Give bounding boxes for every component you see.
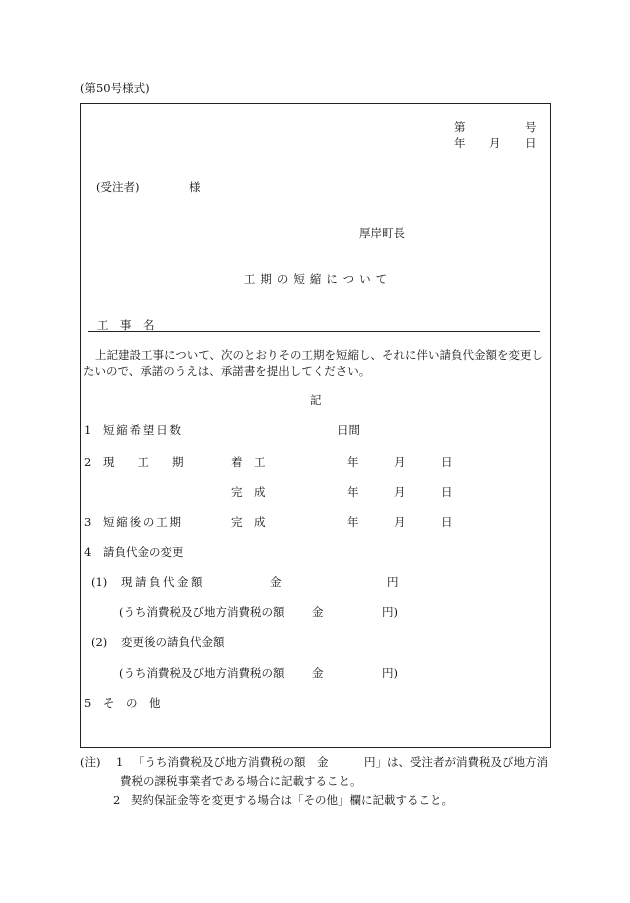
note-1-quote-end: 円」は、受注者が消費税及び地方消 — [364, 755, 548, 769]
subitem-2-tax-label: (うち消費税及び地方消費税の額 — [119, 666, 285, 680]
item-1-number: 1 — [84, 423, 92, 437]
subitem-1-unit: 円 — [387, 575, 399, 589]
note-1-line-2: 費税の課税事業者である場合に記載すること。 — [120, 774, 362, 788]
item-3-label: 短縮後の工期 — [103, 515, 183, 529]
ki-heading: 記 — [310, 393, 322, 407]
item-2-start-day: 日 — [441, 455, 453, 469]
document-number-prefix: 第 — [454, 120, 466, 134]
item-3-end-month: 月 — [394, 515, 406, 529]
item-4-number: 4 — [84, 545, 92, 559]
project-name-underline — [88, 331, 540, 332]
subitem-1-tax-currency: 金 — [312, 605, 324, 619]
item-3-number: 3 — [84, 515, 92, 529]
item-2-end-month: 月 — [394, 485, 406, 499]
subitem-1-currency: 金 — [270, 575, 282, 589]
item-2-end-label: 完 成 — [231, 485, 266, 499]
subitem-2-tax-currency: 金 — [312, 666, 324, 680]
body-line: たいので、承諾のうえは、承諾書を提出してください。 — [83, 364, 371, 378]
recipient-label: (受注者) — [96, 180, 140, 194]
project-name-label: 工 事 名 — [97, 318, 155, 332]
item-2-label: 現 工 期 — [103, 455, 184, 469]
subitem-2-tax-unit: 円) — [382, 666, 398, 680]
sender-name: 厚岸町長 — [359, 226, 405, 240]
item-3-end-year: 年 — [347, 515, 359, 529]
recipient-honorific: 様 — [189, 180, 201, 194]
item-2-start-month: 月 — [394, 455, 406, 469]
subitem-1-tax-unit: 円) — [382, 605, 398, 619]
item-5-label: そ の 他 — [103, 696, 161, 710]
item-2-end-day: 日 — [441, 485, 453, 499]
item-3-end-label: 完 成 — [231, 515, 266, 529]
subitem-2-number: (2) — [91, 635, 108, 649]
subitem-2-label: 変更後の請負代金額 — [121, 635, 225, 649]
note-1-currency: 金 — [317, 755, 329, 769]
item-1-label: 短縮希望日数 — [103, 423, 183, 437]
note-1-number: 1 — [116, 755, 124, 769]
document-number-suffix: 号 — [525, 120, 537, 134]
document-title: 工期の短縮について — [243, 272, 393, 286]
subitem-1-number: (1) — [91, 575, 108, 589]
item-4-label: 請負代金の変更 — [103, 545, 184, 559]
notes-label: (注) — [80, 755, 101, 769]
date-month-label: 月 — [489, 136, 501, 150]
item-3-end-day: 日 — [441, 515, 453, 529]
date-day-label: 日 — [525, 136, 537, 150]
item-2-end-year: 年 — [347, 485, 359, 499]
form-number: (第50号様式) — [80, 81, 150, 95]
note-2-text: 契約保証金等を変更する場合は「その他」欄に記載すること。 — [131, 793, 453, 807]
note-1-quote-start: 「うち消費税及び地方消費税の額 — [133, 755, 306, 769]
subitem-1-label: 現請負代金額 — [121, 575, 205, 589]
item-1-unit: 日間 — [337, 423, 360, 437]
item-5-number: 5 — [84, 696, 92, 710]
item-2-number: 2 — [84, 455, 92, 469]
subitem-1-tax-label: (うち消費税及び地方消費税の額 — [119, 605, 285, 619]
item-2-start-year: 年 — [347, 455, 359, 469]
item-2-start-label: 着 工 — [231, 455, 266, 469]
note-2-number: 2 — [113, 793, 121, 807]
body-line: 上記建設工事について、次のとおりその工期を短縮し、それに伴い請負代金額を変更し — [95, 348, 544, 362]
date-year-label: 年 — [454, 136, 466, 150]
